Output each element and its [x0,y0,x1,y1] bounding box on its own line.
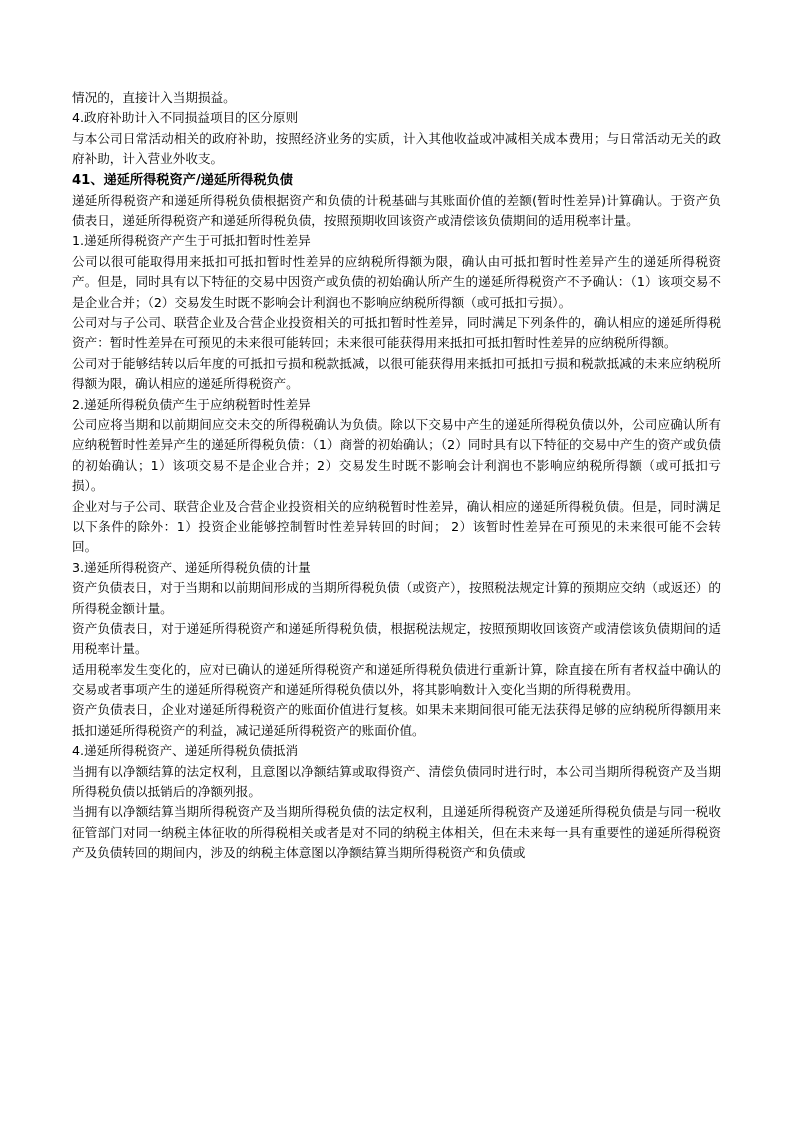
paragraph-top-2: 4.政府补助计入不同损益项目的区分原则 [72,110,299,126]
section-heading-41: 41、递延所得税资产/递延所得税负债 [72,172,293,188]
paragraph-body-10: 资产负债表日，对于当期和以前期间形成的当期所得税负债（或资产），按照税法规定计算的预期应交纳（或返还）的所得税金额计量。 [72,580,721,616]
paragraph-body-4: 公司对与子公司、联营企业及合营企业投资相关的可抵扣暂时性差异，同时满足下列条件的，确认相应的递延所得税资产：暂时性差异在可预见的未来很可能转回；未来很可能获得用来抵扣可抵扣暂时性差异的应纳税所得额。 [72,315,721,351]
paragraph-body-15: 当拥有以净额结算的法定权利，且意图以净额结算或取得资产、清偿负债同时进行时，本公司当期所得税资产及当期所得税负债以抵销后的净额列报。 [72,763,721,800]
paragraph-body-3: 公司以很可能取得用来抵扣可抵扣暂时性差异的应纳税所得额为限，确认由可抵扣暂时性差异产生的递延所得税资产。但是，同时具有以下特征的交易中因资产或负债的初始确认所产生的递延所得税资产不予确认：（1）该项交易不是企业合并；（2）交易发生时既不影响会计利润也不影响应纳税所得额（或可抵扣亏损）。 [72,253,721,310]
paragraph-body-13: 资产负债表日，企业对递延所得税资产的账面价值进行复核。如果未来期间很可能无法获得足够的应纳税所得额用来抵扣递延所得税资产的利益，减记递延所得税资产的账面价值。 [72,702,721,738]
paragraph-body-7: 公司应将当期和以前期间应交未交的所得税确认为负债。除以下交易中产生的递延所得税负债以外，公司应确认所有应纳税暂时性差异产生的递延所得税负债：（1）商誉的初始确认；（2）同时具有以下特征的交易中产生的资产或负债的初始确认；1）该项交易不是企业合并；2）交易发生时既不影响会计利润也不影响应纳税所得额（或可抵扣亏损）。 [72,416,721,494]
paragraph-body-16: 当拥有以净额结算当期所得税资产及当期所得税负债的法定权利，且递延所得税资产及递延所得税负债是与同一税收征管部门对同一纳税主体征收的所得税相关或者是对不同的纳税主体相关，但在未来每一具有重要性的递延所得税资产及负债转回的期间内，涉及的纳税主体意图以净额结算当期所得税资产和负债或 [72,804,721,861]
paragraph-body-1: 递延所得税资产和递延所得税负债根据资产和负债的计税基础与其账面价值的差额(暂时性差异)计算确认。于资产负债表日，递延所得税资产和递延所得税负债，按照预期收回该资产或清偿该负债期间的适用税率计量。 [72,192,721,229]
paragraph-body-2: 1.递延所得税资产产生于可抵扣暂时性差异 [72,233,311,249]
paragraph-body-11: 资产负债表日，对于递延所得税资产和递延所得税负债，根据税法规定，按照预期收回该资产或清偿该负债期间的适用税率计量。 [72,620,721,657]
paragraph-body-9: 3.递延所得税资产、递延所得税负债的计量 [72,559,311,575]
paragraph-body-6: 2.递延所得税负债产生于应纳税暂时性差异 [72,396,311,412]
paragraph-body-12: 适用税率发生变化的，应对已确认的递延所得税资产和递延所得税负债进行重新计算，除直接在所有者权益中确认的交易或者事项产生的递延所得税资产和递延所得税负债以外，将其影响数计入变化当期的所得税费用。 [72,661,721,698]
document-body [72,88,721,864]
paragraph-top-1: 情况的，直接计入当期损益。 [72,90,236,105]
paragraph-top-3: 与本公司日常活动相关的政府补助，按照经济业务的实质，计入其他收益或冲减相关成本费用；与日常活动无关的政府补助，计入营业外收支。 [72,130,721,167]
paragraph-body-14: 4.递延所得税资产、递延所得税负债抵消 [72,743,299,759]
paragraph-body-8: 企业对与子公司、联营企业及合营企业投资相关的应纳税暂时性差异，确认相应的递延所得税负债。但是，同时满足以下条件的除外：1）投资企业能够控制暂时性差异转回的时间； 2）该暂时性差异在可预见的未来很可能不会转回。 [72,498,721,555]
paragraph-body-5: 公司对于能够结转以后年度的可抵扣亏损和税款抵减，以很可能获得用来抵扣可抵扣亏损和税款抵减的未来应纳税所得额为限，确认相应的递延所得税资产。 [72,355,721,392]
